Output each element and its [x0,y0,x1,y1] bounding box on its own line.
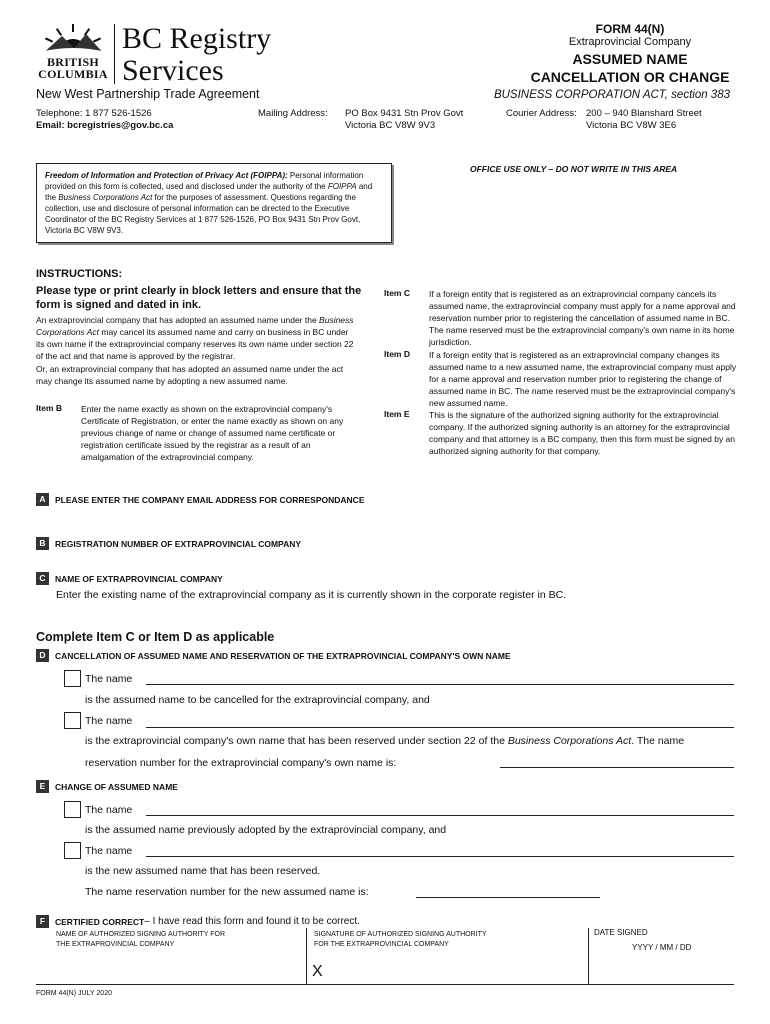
foippa-body-2: and the [45,182,373,202]
item-e-label: Item E [384,409,410,419]
section-e-checkbox-1[interactable] [64,801,81,818]
section-f-title: CERTIFIED CORRECT [55,916,145,927]
courier-address [586,108,702,132]
agreement-text: New West Partnership Trade Agreement [36,87,260,101]
mailing-address [345,108,463,132]
logo-british: BRITISH [46,55,100,69]
section-b-letter: B [36,537,49,550]
courier-line-2: Victoria BC V8W 3E6 [586,120,677,131]
section-c-note: Enter the existing name of the extraprovincial company as it is currently shown in the corporate register in BC. [56,589,567,601]
instructions-para-1 [36,314,358,362]
para1-act: Business Corporations Act [36,315,354,337]
item-e-text: This is the signature of the authorized signing authority for the extraprovincial company. If the authorized signing authority is an attorney for the extraprovincial company and that attorney is a BC company, then this form must be signed by an authorized signing authority for that company. [429,410,736,456]
instructions-para-2: Or, an extraprovincial company that has adopted an assumed name under the act may change its assumed name by adopting a new assumed name. [36,364,344,386]
section-f-divider-2 [588,928,589,984]
section-e-header [36,780,178,793]
para1-a: An extraprovincial company that has adopted an assumed name under the [36,315,320,325]
section-c-title: NAME OF EXTRAPROVINCIAL COMPANY [55,573,223,584]
instructions-subtitle: Please type or print clearly in block letters and ensure that the form is signed and dated in ink. [36,285,362,311]
signature-label-1: SIGNATURE OF AUTHORIZED SIGNING AUTHORITY [314,931,487,938]
section-d-name-line-2[interactable] [146,727,734,728]
para1-b: may cancel its assumed name and carry on business in BC under its own name if the extraprovincial company reserves its own name under section 22 of the act and that name is approved by the registrar. [36,327,354,361]
form-subtitle: Extraprovincial Company [568,36,692,48]
form-heading [530,22,730,85]
section-b-header [36,537,301,550]
mailing-line-2: Victoria BC V8W 9V3 [345,120,436,131]
item-d-text: If a foreign entity that is registered as an extraprovincial company changes its assumed name to a new assumed name, the extraprovincial company must apply for a name approval and reservation number prior to registering the change of assumed name in BC. The name reserved must be the extraprovincial company's new assumed name. [429,350,737,408]
item-b-text: Enter the name exactly as shown on the extraprovincial company's Certificate of Registration, or enter the name exactly as shown on any previous change of name or change of assumed name certificate or registration certificate issued by the registrar as a result of an amalgamation of the extraprovincial company. [81,404,344,462]
date-format-label: YYYY / MM / DD [632,943,692,952]
section-d-text-2-act: Business Corporations Act [507,735,632,747]
item-c-text: If a foreign entity that is registered as an extraprovincial company cancels its assumed name, the extraprovincial company must apply for a name approval and reservation number prior to registering the cancellation of assumed name in BC. The name reserved must be the extraprovincial company's own name in its home jurisdiction. [429,289,736,347]
company-name-input-area[interactable] [56,604,732,626]
section-d-the-name-2: The name [85,715,133,727]
sun-mountain-icon [36,22,110,56]
brand-line-2: Services [122,54,224,87]
signature-label-2: FOR THE EXTRAPROVINCIAL COMPANY [314,941,449,948]
section-f-title-rest: – I have read this form and found it to be correct. [144,916,360,927]
foippa-bca: Business Corporations Act [58,193,153,202]
contact-block [36,108,173,132]
section-e-checkbox-2[interactable] [64,842,81,859]
section-e-the-name-2: The name [85,845,133,857]
courier-line-1: 200 – 940 Blanshard Street [586,108,702,119]
email: Email: bcregistries@gov.bc.ca [36,120,174,131]
section-d-reservation-line[interactable] [500,767,734,768]
signer-name-input-area[interactable] [56,952,302,982]
email-input-area[interactable] [56,508,732,534]
section-d-title: CANCELLATION OF ASSUMED NAME AND RESERVATION OF THE EXTRAPROVINCIAL COMPANY'S OWN NAME [55,650,511,661]
section-b-title: REGISTRATION NUMBER OF EXTRAPROVINCIAL COMPANY [55,538,302,549]
section-e-reservation-line[interactable] [416,897,600,898]
section-d-header [36,649,511,662]
mailing-label: Mailing Address: [258,108,328,119]
form-title-2: CANCELLATION OR CHANGE [530,69,730,85]
section-f-letter: F [36,915,49,928]
item-c-label: Item C [384,288,410,298]
section-a-header [36,493,365,506]
section-d-name-line-1[interactable] [146,684,734,685]
logo-columbia: COLUMBIA [38,67,108,81]
section-d-text-2a: is the extraprovincial company's own name that has been reserved under section 22 of the [85,735,508,747]
office-use-label: OFFICE USE ONLY – DO NOT WRITE IN THIS AREA [470,164,678,174]
act-section: , section 383 [664,89,730,101]
foippa-heading: Freedom of Information and Protection of Privacy Act (FOIPPA): [45,171,288,180]
brand-line-1: BC Registry [122,22,272,55]
section-e-name-line-1[interactable] [146,815,734,816]
section-d-checkbox-1[interactable] [64,670,81,687]
date-signed-label: DATE SIGNED [594,928,648,937]
section-d-text-1: is the assumed name to be cancelled for the extraprovincial company, and [85,694,430,706]
act-reference [494,89,730,101]
section-e-the-name-1: The name [85,804,133,816]
section-a-title: PLEASE ENTER THE COMPANY EMAIL ADDRESS FOR CORRESPONDANCE [55,494,365,505]
section-a-letter: A [36,493,49,506]
signature-input-area[interactable] [330,952,584,982]
section-d-text-2 [85,735,684,747]
mailing-line-1: PO Box 9431 Stn Prov Govt [345,108,464,119]
instructions-title: INSTRUCTIONS: [36,268,123,280]
section-f-divider-1 [306,928,307,984]
section-d-letter: D [36,649,49,662]
act-name: BUSINESS CORPORATION ACT [493,89,665,101]
section-e-text-1: is the assumed name previously adopted by the extraprovincial company, and [85,824,447,836]
foippa-body-1: Personal information provided on this form is collected, used and disclosed under the authority of the [45,171,364,191]
section-d-text-3: reservation number for the extraprovincial company's own name is: [85,757,397,769]
item-d-label: Item D [384,349,410,359]
registration-number-input-area[interactable] [56,552,732,570]
section-e-letter: E [36,780,49,793]
complete-heading: Complete Item C or Item D as applicable [36,630,275,644]
form-footer: FORM 44(N) JULY 2020 [36,990,112,997]
section-d-text-2b: . The name [631,735,685,747]
foippa-notice [36,163,392,243]
section-e-title: CHANGE OF ASSUMED NAME [55,781,178,792]
section-e-name-line-2[interactable] [146,856,734,857]
signature-x-mark: X [312,963,323,980]
item-b-label: Item B [36,403,62,413]
section-d-the-name-1: The name [85,673,133,685]
logo-divider [114,24,115,84]
section-c-letter: C [36,572,49,585]
section-e-text-3: The name reservation number for the new assumed name is: [85,886,369,898]
section-c-header [36,572,223,585]
section-f-bottom-line [36,984,734,985]
foippa-body-3: for the purposes of assessment. Questions regarding the collection, use and disclosure of personal information can be directed to the Executive Coordinator of the BC Registry Services at 1 877 526-1526, PO Box 9431 Stn Prov Govt, Victoria BC V8W 9V3. [45,193,361,235]
foippa-abbr: FOIPPA [327,182,357,191]
date-input-area[interactable] [594,955,734,983]
logo-wordmark [36,56,110,80]
courier-label: Courier Address: [506,108,577,119]
signer-name-label-2: THE EXTRAPROVINCIAL COMPANY [56,941,175,948]
section-d-checkbox-2[interactable] [64,712,81,729]
signature-label [314,930,487,950]
form-title-1: ASSUMED NAME [572,51,688,67]
signer-name-label-1: NAME OF AUTHORIZED SIGNING AUTHORITY FOR [56,931,226,938]
form-number: FORM 44(N) [595,22,665,36]
section-f-header [36,915,360,928]
signer-name-label [56,930,225,950]
section-e-text-2: is the new assumed name that has been reserved. [85,865,321,877]
telephone: Telephone: 1 877 526-1526 [36,108,152,119]
